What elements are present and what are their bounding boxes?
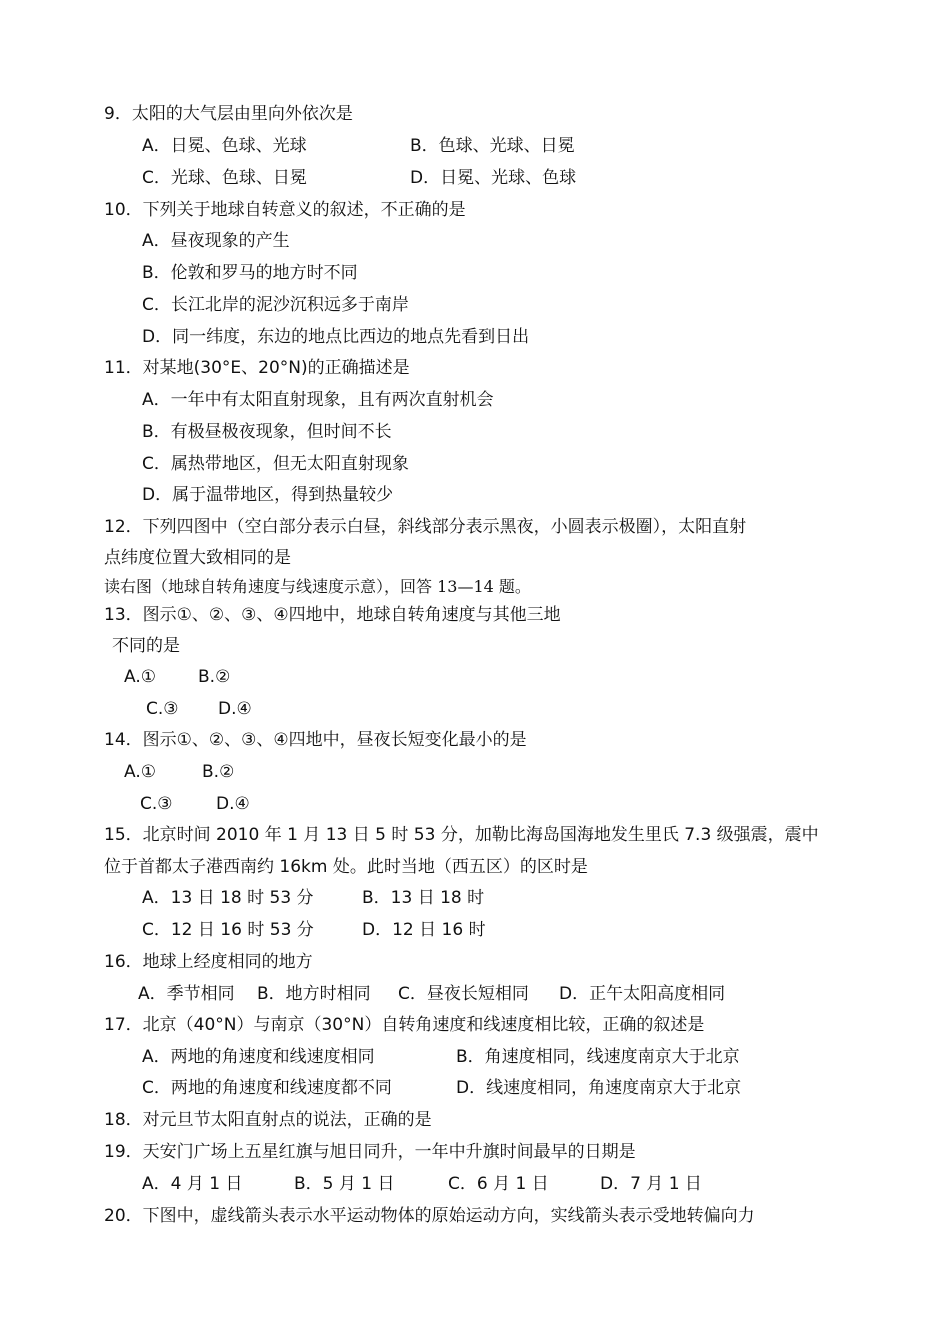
q16-option-a: A．季节相同	[138, 984, 235, 1004]
q17-option-b: B．角速度相同，线速度南京大于北京	[456, 1047, 740, 1067]
q13-option-d: D.④	[218, 699, 252, 719]
q13-stem-line2: 不同的是	[112, 636, 180, 656]
q9-option-d: D．日冕、光球、色球	[410, 168, 577, 188]
q10-stem: 10．下列关于地球自转意义的叙述，不正确的是	[104, 200, 466, 220]
q14-option-c: C.③	[140, 794, 173, 814]
q17-option-a: A．两地的角速度和线速度相同	[142, 1047, 375, 1067]
q9-stem: 9．太阳的大气层由里向外依次是	[104, 104, 353, 124]
q11-option-a: A．一年中有太阳直射现象，且有两次直射机会	[142, 390, 494, 410]
q19-option-c: C．6 月 1 日	[448, 1174, 549, 1194]
q16-option-d: D．正午太阳高度相同	[559, 984, 726, 1004]
q17-option-d: D．线速度相同，角速度南京大于北京	[456, 1078, 742, 1098]
reading-instruction: 读右图（地球自转角速度与线速度示意），回答 13—14 题。	[104, 577, 531, 596]
q16-option-b: B．地方时相同	[257, 984, 371, 1004]
q14-option-d: D.④	[216, 794, 250, 814]
q16-stem: 16．地球上经度相同的地方	[104, 952, 313, 972]
q9-option-b: B．色球、光球、日冕	[410, 136, 575, 156]
q10-option-b: B．伦敦和罗马的地方时不同	[142, 263, 358, 283]
q15-option-a: A．13 日 18 时 53 分	[142, 888, 314, 908]
q10-option-d: D．同一纬度，东边的地点比西边的地点先看到日出	[142, 327, 530, 347]
q15-option-d: D．12 日 16 时	[362, 920, 486, 940]
q15-stem-line2: 位于首都太子港西南约 16km 处。此时当地（西五区）的区时是	[104, 857, 588, 877]
q11-option-d: D．属于温带地区，得到热量较少	[142, 485, 394, 505]
q19-option-b: B．5 月 1 日	[294, 1174, 395, 1194]
q19-option-a: A．4 月 1 日	[142, 1174, 243, 1194]
q10-option-a: A．昼夜现象的产生	[142, 231, 290, 251]
q9-option-a: A．日冕、色球、光球	[142, 136, 307, 156]
q13-option-a: A.①	[124, 667, 156, 687]
q12-stem-line2: 点纬度位置大致相同的是	[104, 548, 291, 568]
q13-option-c: C.③	[146, 699, 179, 719]
q17-stem: 17．北京（40°N）与南京（30°N）自转角速度和线速度相比较，正确的叙述是	[104, 1015, 705, 1035]
q10-option-c: C．长江北岸的泥沙沉积远多于南岸	[142, 295, 409, 315]
q13-stem-line1: 13．图示①、②、③、④四地中，地球自转角速度与其他三地	[104, 605, 561, 625]
q16-option-c: C．昼夜长短相同	[398, 984, 529, 1004]
q11-option-b: B．有极昼极夜现象，但时间不长	[142, 422, 392, 442]
q15-option-c: C．12 日 16 时 53 分	[142, 920, 314, 940]
q20-stem: 20．下图中，虚线箭头表示水平运动物体的原始运动方向，实线箭头表示受地转偏向力	[104, 1206, 755, 1226]
q13-option-b: B.②	[198, 667, 231, 687]
q14-option-b: B.②	[202, 762, 235, 782]
q14-option-a: A.①	[124, 762, 156, 782]
q15-stem-line1: 15．北京时间 2010 年 1 月 13 日 5 时 53 分，加勒比海岛国海地发生里氏 7.3 级强震，震中	[104, 825, 819, 845]
q17-option-c: C．两地的角速度和线速度都不同	[142, 1078, 392, 1098]
q14-stem: 14．图示①、②、③、④四地中，昼夜长短变化最小的是	[104, 730, 527, 750]
q9-option-c: C．光球、色球、日冕	[142, 168, 307, 188]
q11-option-c: C．属热带地区，但无太阳直射现象	[142, 454, 409, 474]
q19-option-d: D．7 月 1 日	[600, 1174, 702, 1194]
q15-option-b: B．13 日 18 时	[362, 888, 485, 908]
q18-stem: 18．对元旦节太阳直射点的说法，正确的是	[104, 1110, 432, 1130]
q11-stem: 11．对某地(30°E、20°N)的正确描述是	[104, 358, 410, 378]
q19-stem: 19．天安门广场上五星红旗与旭日同升，一年中升旗时间最早的日期是	[104, 1142, 636, 1162]
q12-stem-line1: 12．下列四图中（空白部分表示白昼，斜线部分表示黑夜，小圆表示极圈），太阳直射	[104, 517, 747, 537]
